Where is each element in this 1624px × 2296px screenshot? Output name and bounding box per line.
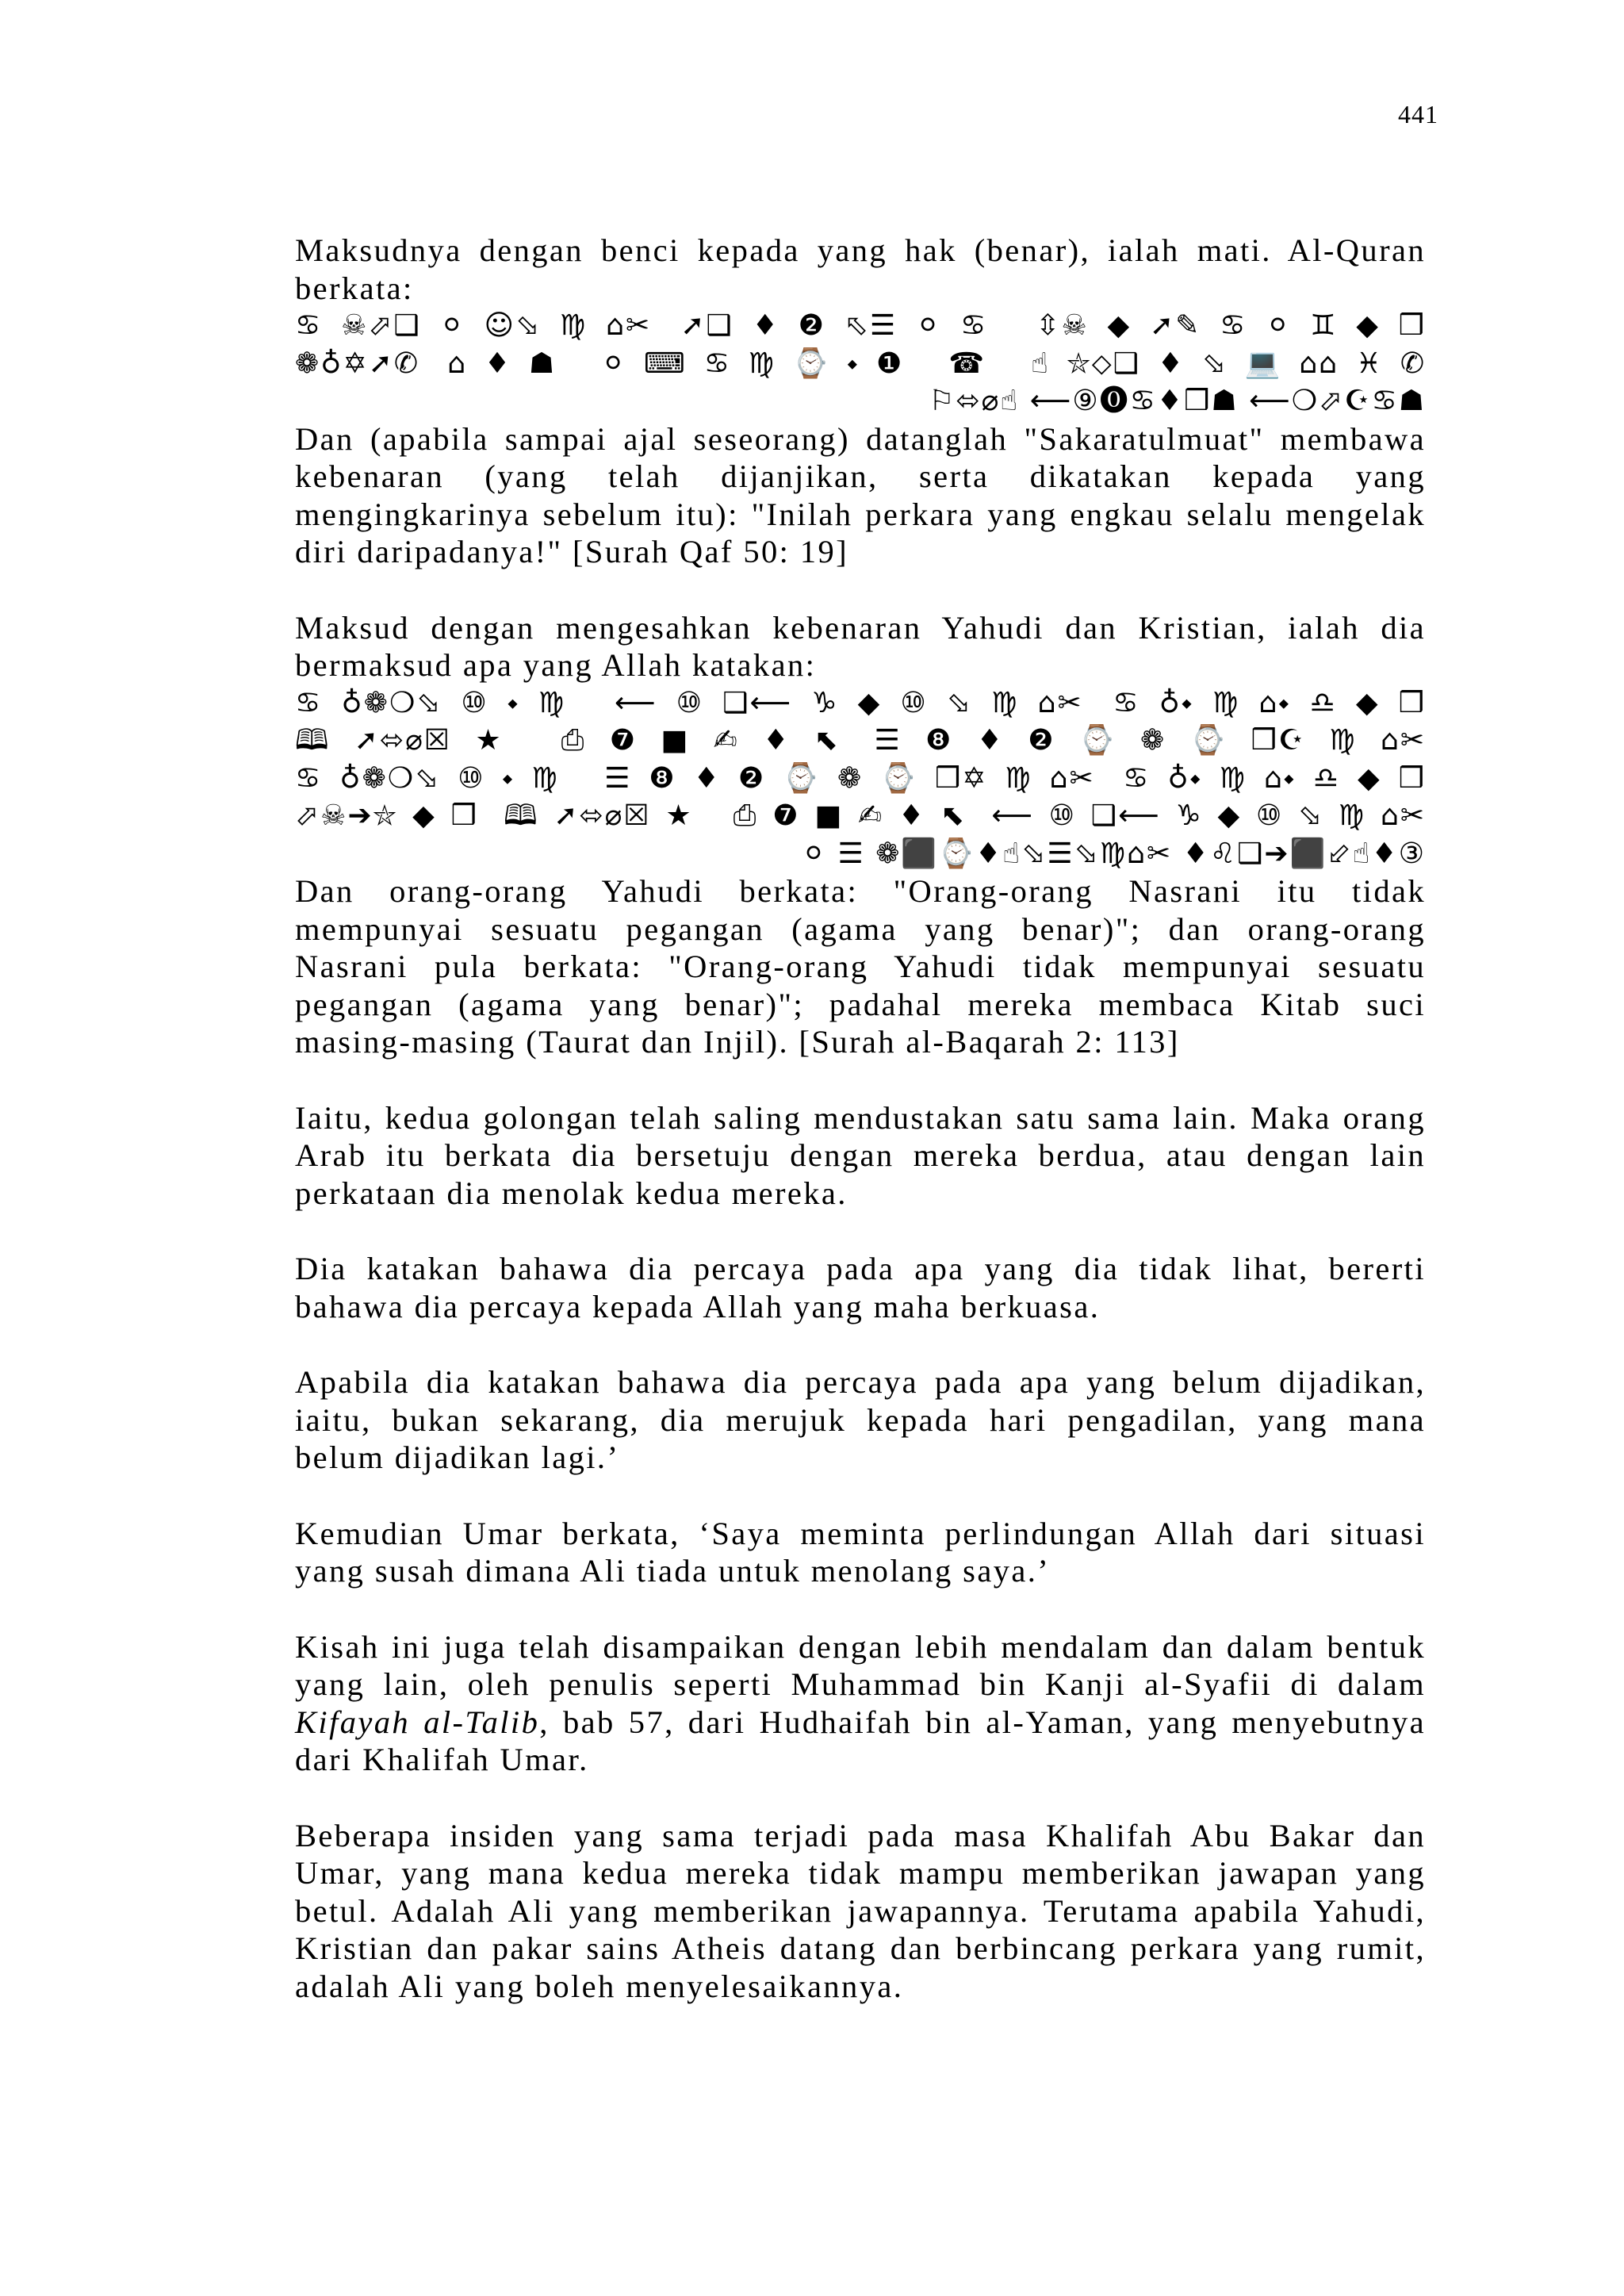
paragraph-translation-qaf: Dan (apabila sampai ajal seseorang) datanglah "Sakaratulmuat" membawa kebenaran (yang telah dijanjikan, serta dikatakan kepada yang mengingkarinya sebelum itu): "Inilah perkara yang engkau selalu mengelak diri daripadanya!" [Surah Qaf 50: 19]	[295, 420, 1426, 569]
page-body	[295, 232, 1426, 2043]
arabic-verse-qaf	[295, 307, 1426, 420]
paragraph-mutual-denial: Iaitu, kedua golongan telah saling mendustakan satu sama lain. Maka orang Arab itu berkata dia bersetuju dengan mereka berdua, atau dengan lain perkataan dia menolak kedua mereka.	[295, 1099, 1426, 1211]
arabic-verse-line: ❁♁✡➚✆ ⌂♦☗ ⚪⌨♋♍⌚⬩❶ ☎ ☝⛥⬦❑♦⬂💻⌂⌂♓✆	[295, 347, 1426, 380]
arabic-verse-line: ♋♁❁❍⬂⑩⬩♍ ⟵⑩❑⟵♑◆⑩⬂♍⌂✂ ♋♁⬩♍⌂⬩♎◆❒	[295, 686, 1426, 719]
paragraph-belief-unseen: Dia katakan bahawa dia percaya pada apa yang dia tidak lihat, bererti bahawa dia percaya kepada Allah yang maha berkuasa.	[295, 1251, 1426, 1324]
paragraph-kifayah-text: Kisah ini juga telah disampaikan dengan lebih mendalam dan dalam bentuk yang lain, oleh penulis seperti Muhammad bin Kanji al-Syafii di dalam	[295, 1628, 1426, 1702]
arabic-verse-baqarah	[295, 684, 1426, 873]
paragraph-umar-says: Kemudian Umar berkata, ‘Saya meminta perlindungan Allah dari situasi yang susah dimana Ali tiada untuk menolang saya.’	[295, 1515, 1426, 1589]
paragraph-kifayah	[295, 1628, 1426, 1779]
arabic-verse-line: ⚪ ☰ ❁⬛⌚♦☝⬂☰⬂♍⌂✂ ♦♌❑➔⬛⬃☝♦③	[801, 837, 1426, 870]
arabic-verse-line: 🕮➚⬄⌀☒★ ⎙❼■✍♦⬉ ☰❽♦❷⌚❁⌚❒☪♍⌂✂	[295, 724, 1426, 757]
arabic-verse-line: ⚐⬄⌀☝ ⟵⑨⓿♋♦❒☗ ⟵❍⬀☪♋☗	[929, 385, 1426, 417]
book-title: Kifayah al-Talib	[295, 1704, 540, 1740]
paragraph-incidents: Beberapa insiden yang sama terjadi pada masa Khalifah Abu Bakar dan Umar, yang mana kedua mereka tidak mampu memberikan jawapan yang betul. Adalah Ali yang memberikan jawapannya. Terutama apabila Yahudi, Kristian dan pakar sains Atheis datang dan berbincang perkara yang rumit, adalah Ali yang boleh menyelesaikannya.	[295, 1817, 1426, 2004]
paragraph-intro-jews-christians: Maksud dengan mengesahkan kebenaran Yahudi dan Kristian, ialah dia bermaksud apa yang Allah katakan:	[295, 609, 1426, 683]
paragraph-intro-death: Maksudnya dengan benci kepada yang hak (benar), ialah mati. Al-Quran berkata:	[295, 232, 1426, 306]
arabic-verse-line: ♋☠⬀❑⚪☺⬂♍⌂✂ ➚❑♦❷⬁☰⚪♋ ⇳☠◆➚✎♋⚪♊◆❒	[295, 309, 1426, 342]
arabic-verse-line: ⬀☠➔⛥◆❒ 🕮➚⬄⌀☒★ ⎙❼■✍♦⬉ ⟵⑩❑⟵♑◆⑩⬂♍⌂✂	[295, 799, 1426, 832]
paragraph-day-of-judgment: Apabila dia katakan bahawa dia percaya pada apa yang belum dijadikan, iaitu, bukan sekarang, dia merujuk kepada hari pengadilan, yang mana belum dijadikan lagi.’	[295, 1364, 1426, 1475]
paragraph-kifayah-text: , bab 57, dari Hudhaifah bin al-Yaman, yang menyebutnya dari Khalifah Umar.	[295, 1704, 1426, 1777]
page-number: 441	[1398, 100, 1438, 128]
arabic-verse-line: ♋♁❁❍⬂⑩⬩♍ ☰❽♦❷⌚❁⌚❒✡♍⌂✂ ♋♁⬩♍⌂⬩♎◆❒	[295, 761, 1426, 795]
paragraph-translation-baqarah: Dan orang-orang Yahudi berkata: "Orang-orang Nasrani itu tidak mempunyai sesuatu pegangan (agama yang benar)"; dan orang-orang Nasrani pula berkata: "Orang-orang Yahudi tidak mempunyai sesuatu pegangan (agama yang benar)"; padahal mereka membaca Kitab suci masing-masing (Taurat dan Injil). [Surah al-Baqarah 2: 113]	[295, 873, 1426, 1060]
